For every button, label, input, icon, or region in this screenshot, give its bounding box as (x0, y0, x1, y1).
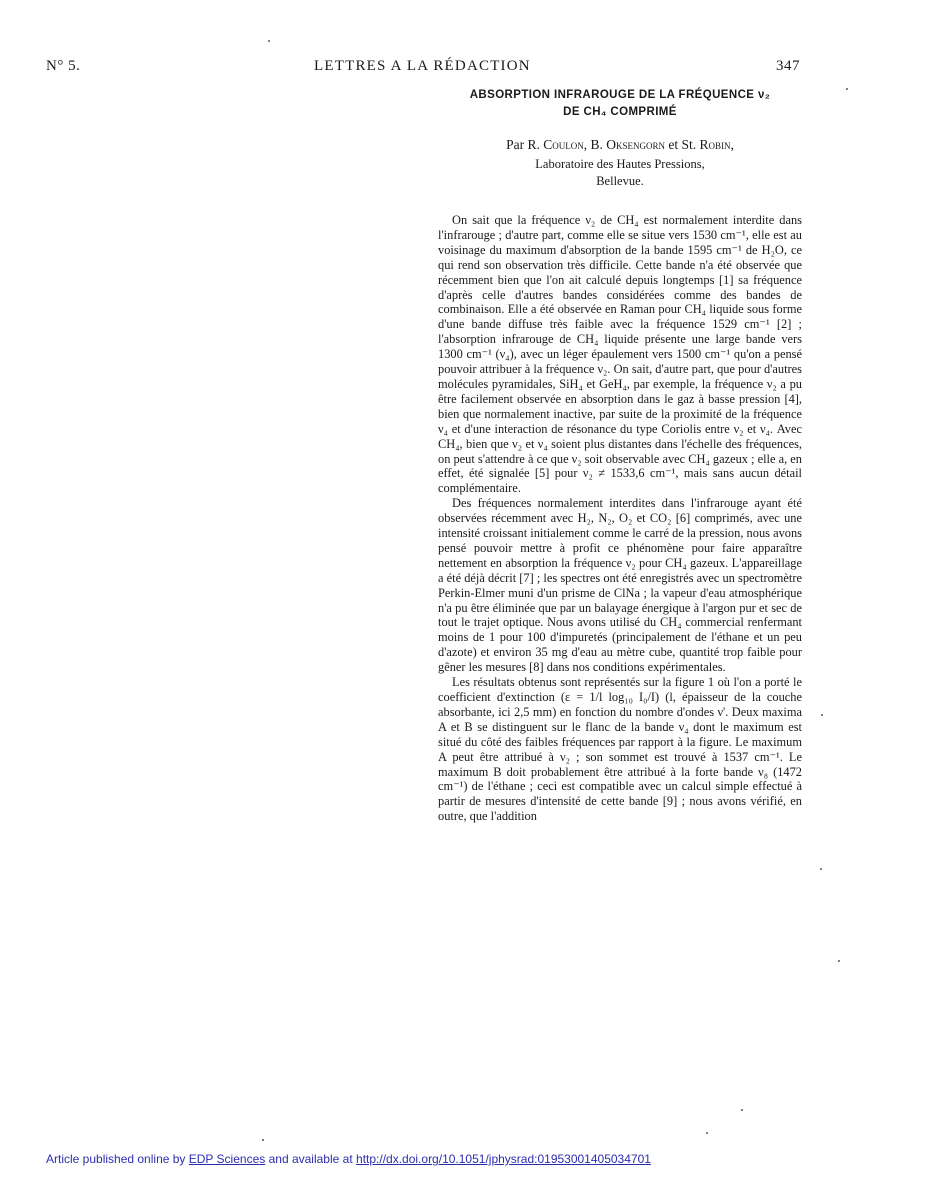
body-paragraph-2: Des fréquences normalement interdites dans l'infrarouge ayant été observées récemment avec H₂, N₂, O₂ et CO₂ [6] comprimés, avec une intensité croissant initialement comme le carré de la pression, nous avons pensé pouvoir mettre à profit ce phénomène pour faire apparaître nettement en absorption la fréquence ν₂ pour CH₄ gazeux. L'appareillage a été déjà décrit [7] ; les spectres ont été enregistrés avec un spectromètre Perkin-Elmer muni d'un prisme de ClNa ; la vapeur d'eau atmosphérique n'a pu être éliminée que par un balayage énergique à l'argon pur et sec de tout le trajet optique. Nous avons utilisé du CH₄ commercial renfermant moins de 1 pour 100 d'impuretés (principalement de l'éthane et un peu d'azote) et environ 35 mg d'eau au mètre cube, quantité trop faible pour gêner les mesures [8] dans nos conditions expérimentales. (438, 496, 802, 675)
author-1-initial: R. (527, 137, 540, 152)
author-1-name: Coulon (543, 137, 584, 152)
footer-prefix: Article published online by (46, 1152, 186, 1166)
publication-footer (46, 1152, 651, 1166)
scan-speck (821, 714, 823, 716)
page-number: 347 (776, 58, 800, 74)
author-byline: Par R. Coulon, B. Oksengorn et St. Robin, (506, 137, 734, 152)
issue-number: N° 5. (46, 58, 81, 74)
footer-middle: and available at (268, 1152, 353, 1166)
publisher-link[interactable]: EDP Sciences (188, 1152, 266, 1166)
affiliation-line-2: Bellevue. (596, 174, 644, 188)
scan-speck (838, 960, 840, 962)
scan-speck (741, 1109, 743, 1111)
scan-speck (846, 88, 848, 90)
scan-speck (268, 40, 270, 42)
body-paragraph-3: Les résultats obtenus sont représentés sur la figure 1 où l'on a porté le coefficient d'extinction (ε = 1/l log₁₀ I₀/I) (l, épaisseur de la couche absorbante, ici 2,5 mm) en fonction du nombre d'ondes ν'. Deux maxima A et B se distinguent sur le flanc de la bande ν₄ dont le maximum est situé du côté des faibles fréquences par rapport à la figure. Le maximum A peut être attribué à ν₂ ; son sommet est trouvé à 1537 cm⁻¹. Le maximum B doit probablement être attribué à la forte bande ν₈ (1472 cm⁻¹) de l'éthane ; ceci est compatible avec un calcul simple effectué à partir de mesures d'intensité de cette bande [9] ; nous avons vérifié, en outre, que l'addition (438, 675, 802, 824)
scan-speck (262, 1139, 264, 1141)
running-title: LETTRES A LA RÉDACTION (314, 58, 531, 74)
author-2-name: Oksengorn (606, 137, 665, 152)
doi-link[interactable]: http://dx.doi.org/10.1051/jphysrad:01953001405034701 (356, 1152, 651, 1166)
affiliation-line-1: Laboratoire des Hautes Pressions, (535, 157, 705, 171)
author-2-initial: B. (590, 137, 603, 152)
scan-speck (820, 868, 822, 870)
article-title-line-2: DE CH₄ COMPRIMÉ (563, 106, 677, 118)
body-paragraph-1: On sait que la fréquence ν₂ de CH₄ est normalement interdite dans l'infrarouge ; d'autre part, comme elle se situe vers 1530 cm⁻¹, elle est au voisinage du maximum d'absorption de la bande 1595 cm⁻¹ de H₂O, ce qui rend son observation très difficile. Cette bande n'a été observée que récemment bien que l'on ait calculé depuis longtemps [1] sa fréquence d'après celle d'autres bandes considérées comme des bandes de combinaison. Elle a été observée en Raman pour CH₄ liquide sous forme d'une bande diffuse très faible avec la fréquence 1529 cm⁻¹ [2] ; l'absorption infrarouge de CH₄ liquide présente une large bande vers 1300 cm⁻¹ (ν₄), avec un léger épaulement vers 1500 cm⁻¹ qu'on a pensé pouvoir attribuer à la fréquence ν₂. On sait, d'autre part, que pour d'autres molécules pyramidales, SiH₄ et GeH₄, par exemple, la fréquence ν₂ a pu être facilement observée en absorption dans le gaz à basse pression [4], bien que normalement inactive, par suite de la proximité de la fréquence ν₄ et d'une interaction de résonance du type Coriolis entre ν₂ et ν₄. Avec CH₄, bien que ν₂ et ν₄ soient plus distantes dans l'échelle des fréquences, on peut s'attendre à ce que ν₂ soit observable avec CH₄ gazeux ; elle a, en effet, été signalée [5] pour ν₂ ≠ 1533,6 cm⁻¹, mais sans aucun détail complémentaire. (438, 213, 802, 496)
byline-par: Par (506, 137, 525, 152)
author-3-name: Robin (699, 137, 731, 152)
article-title-line-1: ABSORPTION INFRAROUGE DE LA FRÉQUENCE ν₂ (469, 89, 771, 101)
article-body (438, 213, 802, 824)
scan-speck (706, 1132, 708, 1134)
byline-and: et (668, 137, 679, 152)
author-3-initial: St. (681, 137, 697, 152)
